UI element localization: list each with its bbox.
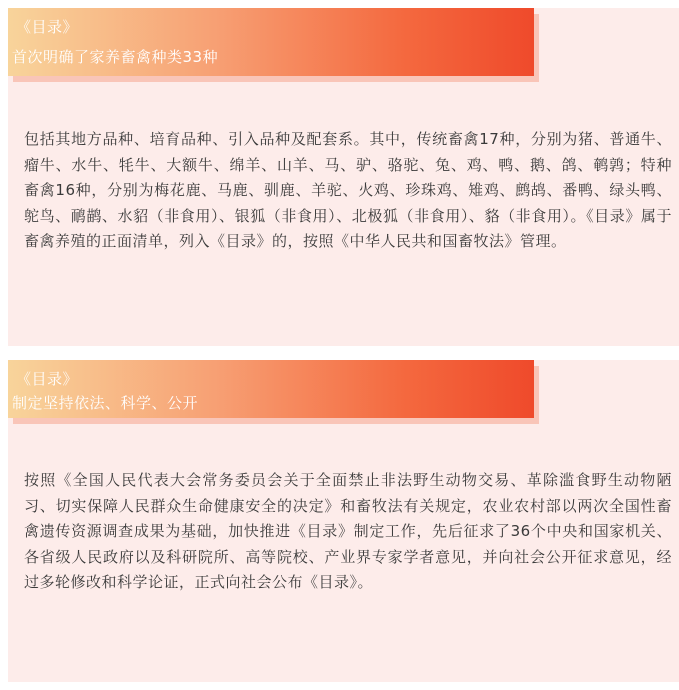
section-species-count (8, 8, 679, 346)
section-formulation-principles (8, 360, 679, 682)
section-body-text: 包括其地方品种、培育品种、引入品种及配套系。其中，传统畜禽17种，分别为猪、普通牛、瘤牛、水牛、牦牛、大额牛、绵羊、山羊、马、驴、骆驼、兔、鸡、鸭、鹅、鸽、鹌鹑；特种畜禽16种，分别为梅花鹿、马鹿、驯鹿、羊驼、火鸡、珍珠鸡、雉鸡、鹧鸪、番鸭、绿头鸭、鸵鸟、鸸鹋、水貂（非食用）、银狐（非食用）、北极狐（非食用）、貉（非食用）。《目录》属于畜禽养殖的正面清单，列入《目录》的，按照《中华人民共和国畜牧法》管理。 (24, 130, 672, 251)
section-banner (8, 360, 534, 418)
banner-title: 制定坚持依法、科学、公开 (12, 394, 199, 412)
banner-tag: 《目录》 (16, 370, 79, 388)
section-banner (8, 8, 534, 76)
section-body-text: 按照《全国人民代表大会常务委员会关于全面禁止非法野生动物交易、革除滥食野生动物陋习、切实保障人民群众生命健康安全的决定》和畜牧法有关规定，农业农村部以两次全国性畜禽遗传资源调查成果为基础，加快推进《目录》制定工作，先后征求了36个中央和国家机关、各省级人民政府以及科研院所、高等院校、产业界专家学者意见，并向社会公开征求意见，经过多轮修改和科学论证，正式向社会公布《目录》。 (24, 471, 672, 592)
banner-tag: 《目录》 (16, 18, 79, 36)
banner-title: 首次明确了家养畜禽种类33种 (12, 48, 219, 66)
